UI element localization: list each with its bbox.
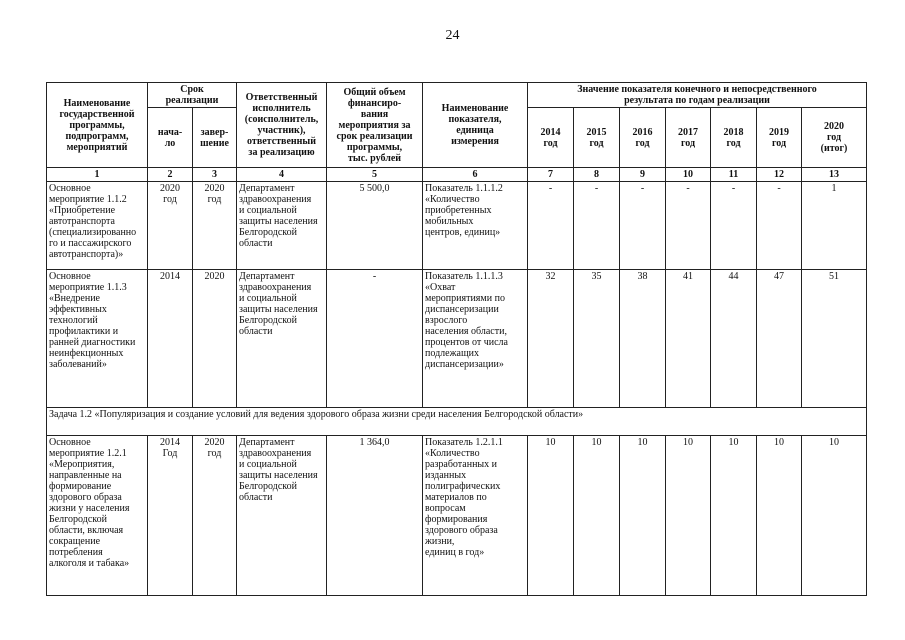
value-2016: 38 [620,270,666,408]
start-year: 2014 Год [148,436,193,596]
header-year-2015: 2015 год [574,108,620,168]
column-number: 8 [574,168,620,182]
indicator-name: Показатель 1.2.1.1 «Количество разработанных и изданных полиграфических материалов по вопросам формирования здорового образа жизни, единиц в год» [423,436,528,596]
table-row [47,182,867,270]
value-2014: - [528,182,574,270]
header-funding: Общий объем финансиро- вания мероприятия за срок реализации программы, тыс. рублей [327,83,423,168]
header-executor: Ответственный исполнитель (соисполнитель, участник), ответственный за реализацию [237,83,327,168]
indicator-name: Показатель 1.1.1.3 «Охват мероприятиями по диспансеризации взрослого населения области, процентов от числа подлежащих диспансеризации» [423,270,528,408]
value-2018: 44 [711,270,757,408]
header-name: Наименование государственной программы, подпрограмм, мероприятий [47,83,148,168]
executor: Департамент здравоохранения и социальной защиты населения Белгородской области [237,270,327,408]
header-year-2017: 2017 год [666,108,711,168]
column-number: 1 [47,168,148,182]
header-year-2019: 2019 год [757,108,802,168]
value-2020: 10 [802,436,867,596]
value-2019: 47 [757,270,802,408]
activity-name: Основное мероприятие 1.1.2 «Приобретение автотранспорта (специализированно го и пассажирского автотранспорта)» [47,182,148,270]
column-number: 10 [666,168,711,182]
value-2014: 10 [528,436,574,596]
column-number: 11 [711,168,757,182]
funding-amount: 1 364,0 [327,436,423,596]
column-number: 9 [620,168,666,182]
start-year: 2014 [148,270,193,408]
value-2020: 1 [802,182,867,270]
start-year: 2020 год [148,182,193,270]
column-number: 7 [528,168,574,182]
header-year-2018: 2018 год [711,108,757,168]
task-row [47,408,867,436]
column-number: 5 [327,168,423,182]
column-number: 2 [148,168,193,182]
value-2016: 10 [620,436,666,596]
column-number: 6 [423,168,528,182]
value-2018: 10 [711,436,757,596]
header-values-group: Значение показателя конечного и непосредственного результата по годам реализации [528,83,867,108]
page-number: 24 [445,28,460,43]
column-number: 12 [757,168,802,182]
column-number: 13 [802,168,867,182]
value-2014: 32 [528,270,574,408]
column-number: 3 [193,168,237,182]
value-2015: - [574,182,620,270]
table-row [47,270,867,408]
value-2017: 10 [666,436,711,596]
value-2018: - [711,182,757,270]
executor: Департамент здравоохранения и социальной защиты населения Белгородской области [237,436,327,596]
column-number: 4 [237,168,327,182]
value-2020: 51 [802,270,867,408]
funding-amount: - [327,270,423,408]
value-2019: 10 [757,436,802,596]
header-start: нача- ло [148,108,193,168]
value-2016: - [620,182,666,270]
value-2015: 10 [574,436,620,596]
end-year: 2020 [193,270,237,408]
end-year: 2020 год [193,182,237,270]
value-2017: - [666,182,711,270]
header-term: Срок реализации [148,83,237,108]
header-year-2016: 2016 год [620,108,666,168]
executor: Департамент здравоохранения и социальной защиты населения Белгородской области [237,182,327,270]
indicator-name: Показатель 1.1.1.2 «Количество приобретенных мобильных центров, единиц» [423,182,528,270]
header-year-2020: 2020 год (итог) [802,108,867,168]
column-number-row [47,168,867,182]
header-end: завер- шение [193,108,237,168]
header-year-2014: 2014 год [528,108,574,168]
activity-name: Основное мероприятие 1.2.1 «Мероприятия, направленные на формирование здорового образа жизни у населения Белгородской области, включая сокращение потребления алкоголя и табака» [47,436,148,596]
funding-amount: 5 500,0 [327,182,423,270]
activity-name: Основное мероприятие 1.1.3 «Внедрение эффективных технологий профилактики и ранней диагностики неинфекционных заболеваний» [47,270,148,408]
value-2017: 41 [666,270,711,408]
task-heading: Задача 1.2 «Популяризация и создание условий для ведения здорового образа жизни среди населения Белгородской области» [47,408,867,436]
header-indicator: Наименование показателя, единица измерения [423,83,528,168]
value-2015: 35 [574,270,620,408]
table-row [47,436,867,596]
end-year: 2020 год [193,436,237,596]
value-2019: - [757,182,802,270]
program-table [46,82,867,596]
